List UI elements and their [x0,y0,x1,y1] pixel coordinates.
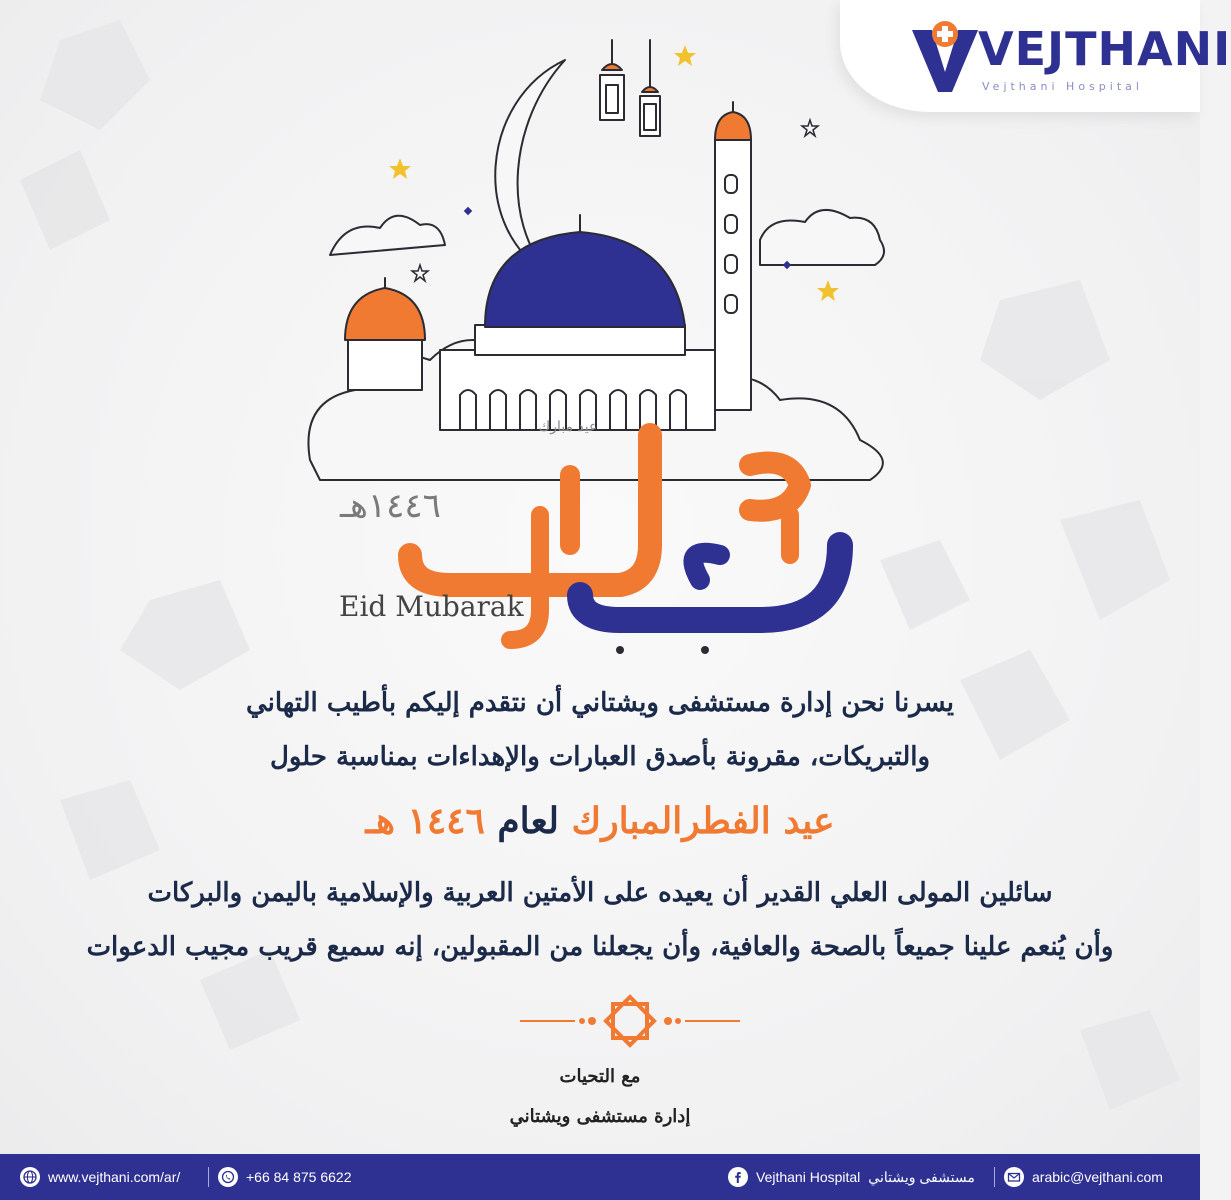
message-line-2: والتبريكات، مقرونة بأصدق العبارات والإهداءات بمناسبة حلول [269,742,931,772]
footer-facebook[interactable] [728,1154,975,1200]
email-address[interactable]: arabic@vejthani.com [1032,1169,1163,1185]
phone-number[interactable]: +66 84 875 6622 [246,1169,352,1185]
vejthani-logo-icon [910,20,980,95]
whatsapp-icon [218,1167,238,1187]
signature-greeting: مع التحيات [559,1066,641,1087]
globe-icon [20,1167,40,1187]
footer-contact-bar [0,1154,1200,1200]
footer-phone[interactable] [218,1154,352,1200]
brand-name: VEJTHANI [978,22,1231,76]
website-link[interactable]: www.vejthani.com/ar/ [48,1169,181,1185]
facebook-name-arabic[interactable]: مستشفى ويشتاني [868,1168,975,1185]
eid-mubarak-english: Eid Mubarak [339,590,524,623]
signature-management: إدارة مستشفى ويشتاني [509,1106,691,1127]
facebook-icon [728,1167,748,1187]
brand-tagline: Vejthani Hospital [982,80,1143,93]
hijri-year: ١٤٤٦هـ [340,486,441,526]
calligraphy-text: عيد مبارك [538,419,598,435]
message-line-1: يسرنا نحن إدارة مستشفى ويشتاني أن نتقدم إليكم بأطيب التهاني [245,688,955,718]
ornament-divider [520,990,740,1052]
eid-title-line [40,800,1160,842]
footer-divider [994,1167,995,1187]
message-line-4: سائلين المولى العلي القدير أن يعيده على الأمتين العربية والإسلامية باليمن والبركات [147,878,1053,908]
mail-icon [1004,1167,1024,1187]
footer-divider [208,1167,209,1187]
eid-year-prefix: لعام [497,800,559,842]
eid-highlight: عيد الفطرالمبارك [571,800,835,842]
message-line-5: وأن يُنعم علينا جميعاً بالصحة والعافية، وأن يجعلنا من المقبولين، إنه سميع قريب مجيب الدعوات [86,932,1114,962]
eid-year: ١٤٤٦ هـ [365,800,485,842]
footer-email[interactable] [1004,1154,1163,1200]
footer-website[interactable] [20,1154,180,1200]
facebook-name-english[interactable]: Vejthani Hospital [756,1169,861,1185]
